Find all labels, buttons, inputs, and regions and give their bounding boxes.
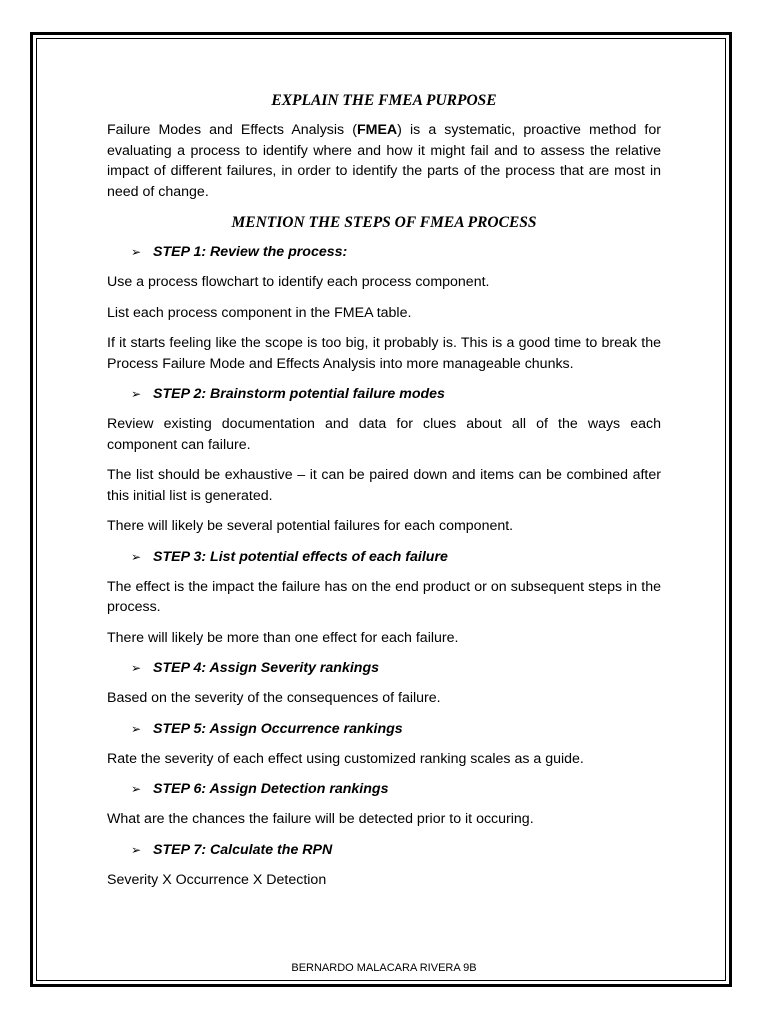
step-title: STEP 1: Review the process: [153, 244, 348, 260]
step-title: STEP 7: Calculate the RPN [153, 841, 333, 858]
step-paragraph: Severity X Occurrence X Detection [107, 871, 327, 888]
step-paragraph: Based on the severity of the consequences of failure. [107, 690, 441, 706]
steps-list [107, 242, 661, 890]
purpose-text-after: ) is a systematic, proactive method for evaluating a process to identify where and how it might fail and to assess the relative impact of different failures, in order to identify the parts of the process that are most in need of change. [107, 122, 661, 200]
step-title: STEP 6: Assign Detection rankings [153, 781, 389, 797]
step-paragraph: What are the chances the failure will be detected prior to it occuring. [107, 811, 534, 827]
step-heading [107, 547, 661, 567]
step-paragraph: There will likely be more than one effect for each failure. [107, 629, 459, 646]
step-paragraph: The effect is the impact the failure has on the end product or on subsequent steps in the process. [107, 578, 661, 615]
arrowhead-bullet-icon: ➢ [131, 661, 142, 675]
step-title: STEP 5: Assign Occurrence rankings [153, 720, 403, 737]
step-paragraph: Review existing documentation and data for clues about all of the ways each component can failure. [107, 416, 661, 453]
step-title: STEP 3: List potential effects of each failure [153, 548, 448, 565]
step-heading [107, 719, 661, 739]
step-paragraph: List each process component in the FMEA table. [107, 304, 412, 321]
step-paragraph: Use a process flowchart to identify each process component. [107, 274, 490, 290]
step-paragraph: Rate the severity of each effect using customized ranking scales as a guide. [107, 750, 584, 767]
document-body [107, 92, 661, 900]
footer-author: BERNARDO MALACARA RIVERA 9B [291, 962, 477, 974]
arrowhead-bullet-icon: ➢ [131, 387, 142, 401]
arrowhead-bullet-icon: ➢ [131, 245, 142, 259]
purpose-acronym: FMEA [356, 122, 398, 138]
purpose-text-before: Failure Modes and Effects Analysis ( [107, 122, 357, 138]
step-heading [107, 840, 661, 860]
heading-purpose: EXPLAIN THE FMEA PURPOSE [271, 92, 497, 109]
step-paragraph: If it starts feeling like the scope is too big, it probably is. This is a good time to break the Process Failure Mode and Effects Analysis into more manageable chunks. [107, 335, 661, 372]
step-heading [107, 779, 661, 799]
step-title: STEP 4: Assign Severity rankings [153, 660, 380, 676]
arrowhead-bullet-icon: ➢ [131, 842, 142, 857]
arrowhead-bullet-icon: ➢ [131, 549, 142, 564]
step-paragraph: There will likely be several potential failures for each component. [107, 518, 514, 534]
arrowhead-bullet-icon: ➢ [131, 782, 142, 796]
heading-steps: MENTION THE STEPS OF FMEA PROCESS [231, 214, 537, 231]
step-heading [107, 658, 661, 678]
purpose-paragraph [107, 120, 661, 202]
step-paragraph: The list should be exhaustive – it can be paired down and items can be combined after this initial list is generated. [107, 467, 661, 504]
step-title: STEP 2: Brainstorm potential failure modes [153, 386, 445, 402]
step-heading [107, 384, 661, 404]
step-heading [107, 242, 661, 262]
arrowhead-bullet-icon: ➢ [131, 721, 142, 736]
